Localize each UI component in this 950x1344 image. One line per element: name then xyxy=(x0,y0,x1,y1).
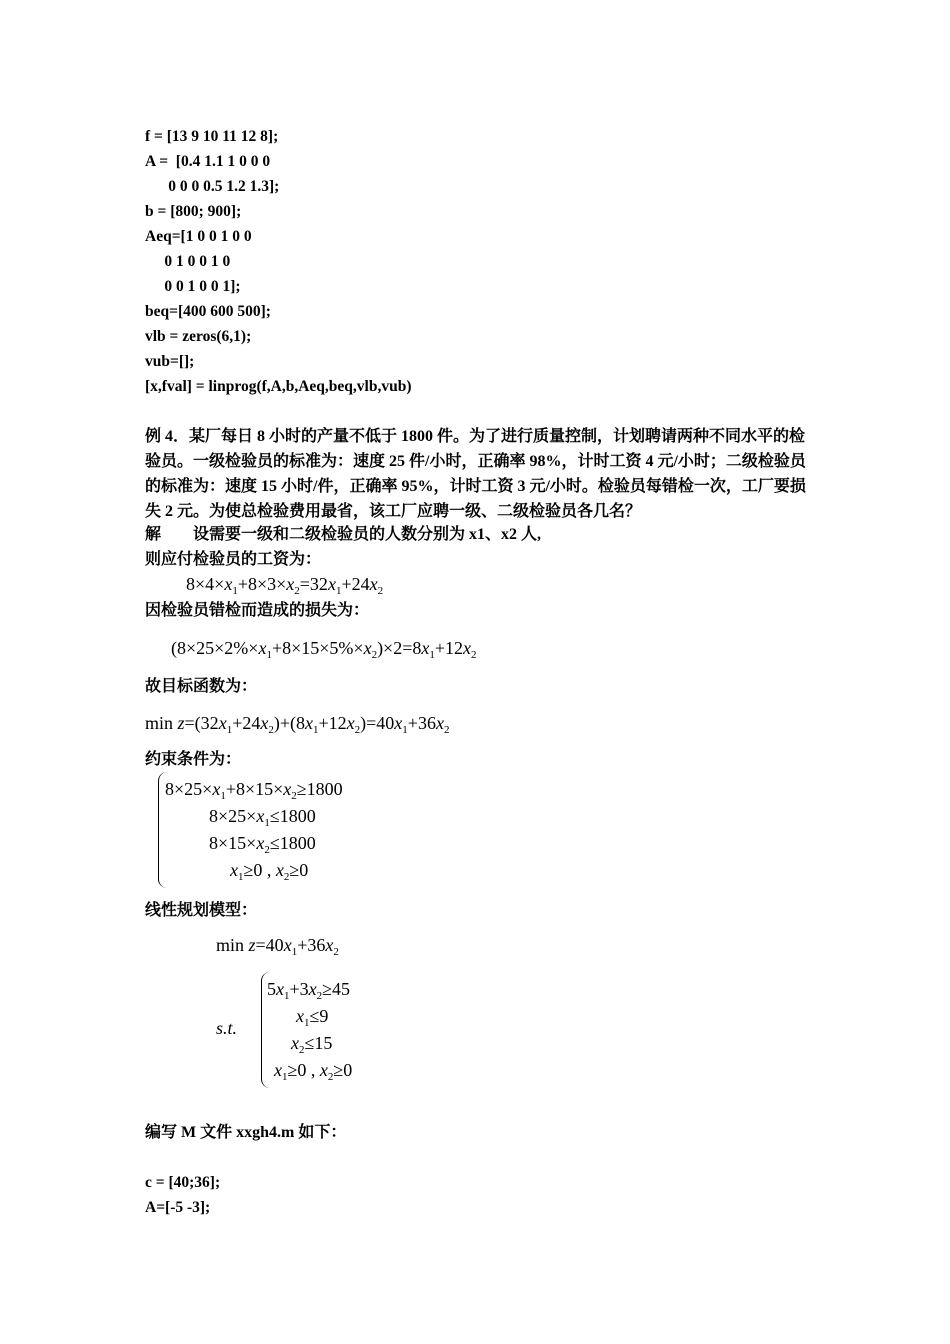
model-label: 线性规划模型： xyxy=(145,902,258,919)
loss-label: 因检验员错检而造成的损失为： xyxy=(145,602,370,619)
code-line: beq=[400 600 500]; xyxy=(145,303,271,320)
code-line: f = [13 9 10 11 12 8]; xyxy=(145,128,279,145)
code-line: A = [0.4 1.1 1 0 0 0 xyxy=(145,153,271,170)
code-line: c = [40;36]; xyxy=(145,1174,221,1191)
solution-intro: 解 设需要一级和二级检验员的人数分别为 x1、x2 人, xyxy=(145,526,542,543)
model-constraint-1: $5x_1+3x_2\ge 45$ xyxy=(267,979,351,1002)
code-line: 0 0 1 0 0 1]; xyxy=(145,278,241,295)
st-label: s.t. xyxy=(216,1018,238,1038)
code-line: [x,fval] = linprog(f,A,b,Aeq,beq,vlb,vub) xyxy=(145,378,412,395)
wage-label: 则应付检验员的工资为： xyxy=(145,551,322,568)
mfile-label: 编写 M 文件 xxgh4.m 如下： xyxy=(145,1124,347,1141)
objective-formula: $\min z=(32x_1+24x_2)+(8x_1+12x_2)=40x_1+36x_2$ xyxy=(145,713,450,736)
constraint-4: $x_1\ge 0$ , $x_2\ge 0$ xyxy=(230,860,309,883)
code-line: b = [800; 900]; xyxy=(145,203,242,220)
wage-formula: $8\times 4\times x_1+8\times 3\times x_2=32x_1+24x_2$ xyxy=(186,574,384,597)
code-line: 0 1 0 0 1 0 xyxy=(145,253,231,270)
loss-formula: $(8\times 25\times 2\%\times x_1+8\times 15\times 5\%\times x_2)\times 2=8x_1+12x_2$ xyxy=(171,638,477,661)
model-constraint-3: $x_2\le 15$ xyxy=(291,1033,333,1056)
objective-label: 故目标函数为： xyxy=(145,678,258,695)
constraint-3: $8\times 15\times x_2\le 1800$ xyxy=(209,833,316,856)
code-line: Aeq=[1 0 0 1 0 0 xyxy=(145,228,252,245)
code-line: vub=[]; xyxy=(145,353,195,370)
code-line: vlb = zeros(6,1); xyxy=(145,328,252,345)
constraint-label: 约束条件为： xyxy=(145,751,242,768)
example-problem: 例 4．某厂每日 8 小时的产量不低于 1800 件。为了进行质量控制，计划聘请两种不同水平的检验员。一级检验员的标准为：速度 25 件/小时，正确率 98%，计时工资 4 元/小时；二级检验员的标准为：速度 15 小时/件，正确率 95%，计时工资 3 元/小时。检验员每错检一次，工厂要损失 2 元。为使总检验费用最省，该工厂应聘一级、二级检验员各几名？ xyxy=(145,428,806,520)
code-line: A=[-5 -3]; xyxy=(145,1199,211,1216)
model-objective: $\min z=40x_1+36x_2$ xyxy=(216,935,339,958)
model-constraint-4: $x_1\ge 0$ , $x_2\ge 0$ xyxy=(274,1060,353,1083)
code-line: 0 0 0 0.5 1.2 1.3]; xyxy=(145,178,280,195)
constraint-2: $8\times 25\times x_1\le 1800$ xyxy=(209,806,316,829)
constraint-1: $8\times 25\times x_1+8\times 15\times x_2\ge 1800$ xyxy=(165,779,343,802)
model-constraint-2: $x_1\le 9$ xyxy=(296,1006,329,1029)
